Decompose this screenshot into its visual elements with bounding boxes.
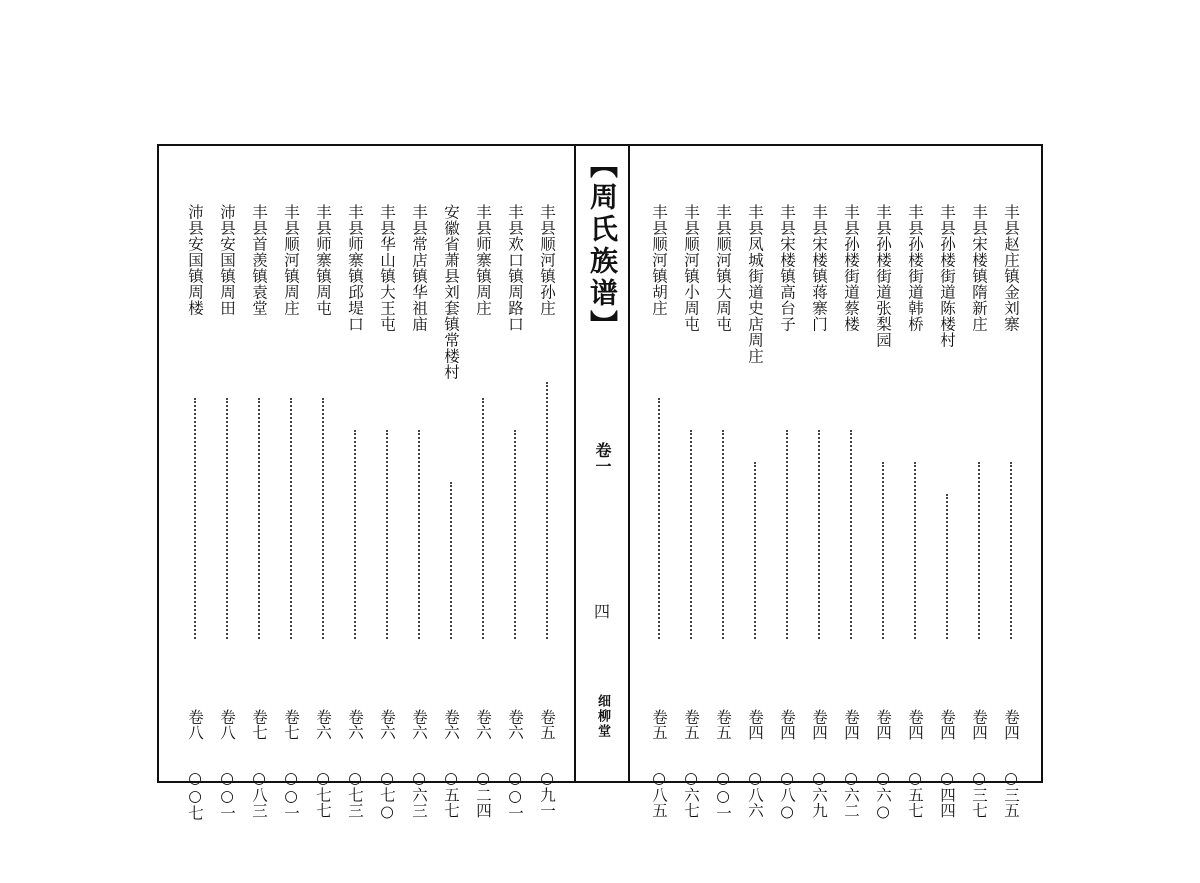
toc-entry [403, 204, 435, 818]
toc-entry-leader [1010, 462, 1012, 639]
toc-entry-leader [722, 430, 724, 639]
hall-name: 细柳堂 [595, 694, 610, 739]
toc-entry-volume: 卷四 [874, 709, 892, 740]
toc-entry-place: 丰县师寨镇邱堤口 [346, 204, 364, 332]
toc-entry-volume: 卷五 [650, 709, 668, 740]
toc-entry-page: ○六九 [810, 769, 828, 818]
toc-entry [275, 204, 307, 821]
toc-entry-volume: 卷八 [186, 709, 204, 740]
toc-entry-leader [786, 430, 788, 639]
toc-entry-leader [482, 398, 484, 639]
toc-entry-place: 丰县顺河镇小周屯 [682, 204, 700, 332]
toc-entry [675, 204, 707, 818]
toc-entry-leader [914, 462, 916, 639]
toc-entry-page: ○五七 [442, 769, 460, 818]
toc-entry [835, 204, 867, 818]
toc-entry-place: 丰县孙楼街道韩桥 [906, 204, 924, 332]
toc-entry-place: 丰县顺河镇孙庄 [538, 204, 556, 316]
toc-entry-page: ○二四 [474, 769, 492, 818]
toc-entry-page: ○○一 [218, 769, 236, 821]
toc-entry-page: ○○一 [714, 769, 732, 821]
toc-entry-volume: 卷六 [410, 709, 428, 740]
toc-entry-place: 沛县安国镇周田 [218, 204, 236, 316]
toc-entry-volume: 卷五 [682, 709, 700, 740]
toc-entry-page: ○九一 [538, 769, 556, 818]
volume-marker: 卷一 [593, 442, 612, 474]
toc-entry-place: 丰县宋楼镇隋新庄 [970, 204, 988, 332]
toc-entry [371, 204, 403, 821]
toc-entry-leader [946, 494, 948, 639]
toc-entry [803, 204, 835, 818]
toc-entry-leader [354, 430, 356, 639]
toc-entry-leader [322, 398, 324, 639]
right-page [630, 146, 1041, 821]
toc-entry-leader [690, 430, 692, 639]
toc-entry-page: ○三五 [1002, 769, 1020, 818]
toc-entry-leader [818, 430, 820, 639]
toc-entry [179, 204, 211, 821]
toc-entry-page: ○八六 [746, 769, 764, 818]
toc-entry-page: ○八五 [650, 769, 668, 818]
toc-entry-place: 丰县顺河镇周庄 [282, 204, 300, 316]
toc-entry [739, 204, 771, 818]
toc-entry-volume: 卷六 [314, 709, 332, 740]
toc-entry-place: 丰县华山镇大王屯 [378, 204, 396, 332]
toc-entry-volume: 卷四 [810, 709, 828, 740]
left-page [159, 146, 576, 821]
toc-entry [867, 204, 899, 821]
toc-entry [931, 204, 963, 818]
toc-entry-leader [754, 462, 756, 639]
toc-entry-place: 沛县安国镇周楼 [186, 204, 204, 316]
toc-entry-leader [386, 430, 388, 639]
toc-entry-volume: 卷六 [506, 709, 524, 740]
toc-entry-volume: 卷五 [538, 709, 556, 740]
toc-entry-place: 丰县师寨镇周庄 [474, 204, 492, 316]
toc-entry [643, 204, 675, 818]
toc-entry-leader [546, 382, 548, 639]
toc-entry-leader [258, 398, 260, 639]
toc-entry-place: 丰县凤城街道史店周庄 [746, 204, 764, 364]
toc-entry [435, 204, 467, 818]
toc-entry-page: ○八三 [250, 769, 268, 818]
toc-entry-place: 丰县常店镇华祖庙 [410, 204, 428, 332]
toc-entry-volume: 卷八 [218, 709, 236, 740]
toc-entry-place: 丰县孙楼街道张梨园 [874, 204, 892, 348]
toc-entry-volume: 卷四 [1002, 709, 1020, 740]
toc-entry [243, 204, 275, 818]
toc-entry-volume: 卷四 [778, 709, 796, 740]
toc-entry-volume: 卷四 [842, 709, 860, 740]
toc-entry [339, 204, 371, 818]
toc-entry-page: ○六七 [682, 769, 700, 818]
book-spread-frame [157, 144, 1043, 821]
toc-entry-leader [226, 398, 228, 639]
toc-entry-volume: 卷六 [346, 709, 364, 740]
toc-entry-place: 丰县孙楼街道蔡楼 [842, 204, 860, 332]
toc-entry [707, 204, 739, 821]
toc-entry-volume: 卷六 [474, 709, 492, 740]
toc-entry-page: ○八○ [778, 769, 796, 821]
toc-entry [963, 204, 995, 818]
toc-entry-leader [418, 430, 420, 639]
toc-entry-leader [450, 482, 452, 639]
toc-entry-page: ○○一 [506, 769, 524, 821]
page-number: 四 [593, 602, 610, 621]
toc-entry-leader [850, 430, 852, 639]
toc-entry-volume: 卷七 [250, 709, 268, 740]
toc-entry [467, 204, 499, 818]
book-spine [576, 146, 628, 781]
toc-entry [995, 204, 1027, 818]
toc-entry-leader [514, 430, 516, 639]
toc-entry [771, 204, 803, 821]
toc-entry-leader [978, 462, 980, 639]
toc-entry-volume: 卷四 [746, 709, 764, 740]
toc-entry-place: 丰县宋楼镇高台子 [778, 204, 796, 332]
toc-entry-page: ○六三 [410, 769, 428, 818]
toc-entry [211, 204, 243, 821]
toc-entry-place: 丰县顺河镇大周屯 [714, 204, 732, 332]
toc-entry-page: ○○一 [282, 769, 300, 821]
toc-entry-volume: 卷四 [938, 709, 956, 740]
toc-entry-place: 丰县孙楼街道陈楼村 [938, 204, 956, 348]
toc-entry-place: 丰县赵庄镇金刘寨 [1002, 204, 1020, 332]
toc-entry-page: ○○七 [186, 769, 204, 821]
toc-entry-volume: 卷五 [714, 709, 732, 740]
book-title: 【周氏族谱】 [586, 150, 619, 342]
toc-entry-page: ○四四 [938, 769, 956, 818]
toc-entry-place: 安徽省萧县刘套镇常楼村 [442, 204, 460, 380]
toc-entry [307, 204, 339, 818]
toc-entry-page: ○六二 [842, 769, 860, 818]
toc-entry-place: 丰县宋楼镇蒋寨门 [810, 204, 828, 332]
toc-entry-leader [194, 398, 196, 639]
toc-entry-leader [882, 462, 884, 639]
toc-entry-leader [658, 398, 660, 639]
toc-entry-volume: 卷六 [378, 709, 396, 740]
toc-entry-place: 丰县首羡镇袁堂 [250, 204, 268, 316]
toc-entry-volume: 卷六 [442, 709, 460, 740]
toc-entry-leader [290, 398, 292, 639]
toc-entry-page: ○六○ [874, 769, 892, 821]
toc-entry [531, 204, 563, 818]
toc-entry-place: 丰县欢口镇周路口 [506, 204, 524, 332]
toc-entry-place: 丰县师寨镇周屯 [314, 204, 332, 316]
toc-entry-page: ○七七 [314, 769, 332, 818]
toc-entry-page: ○七三 [346, 769, 364, 818]
toc-entry-volume: 卷四 [906, 709, 924, 740]
toc-entry-page: ○五七 [906, 769, 924, 818]
toc-entry [899, 204, 931, 818]
toc-entry-page: ○七○ [378, 769, 396, 821]
toc-entry-place: 丰县顺河镇胡庄 [650, 204, 668, 316]
toc-entry-volume: 卷四 [970, 709, 988, 740]
toc-entry-page: ○三七 [970, 769, 988, 818]
toc-entry [499, 204, 531, 821]
toc-entry-volume: 卷七 [282, 709, 300, 740]
